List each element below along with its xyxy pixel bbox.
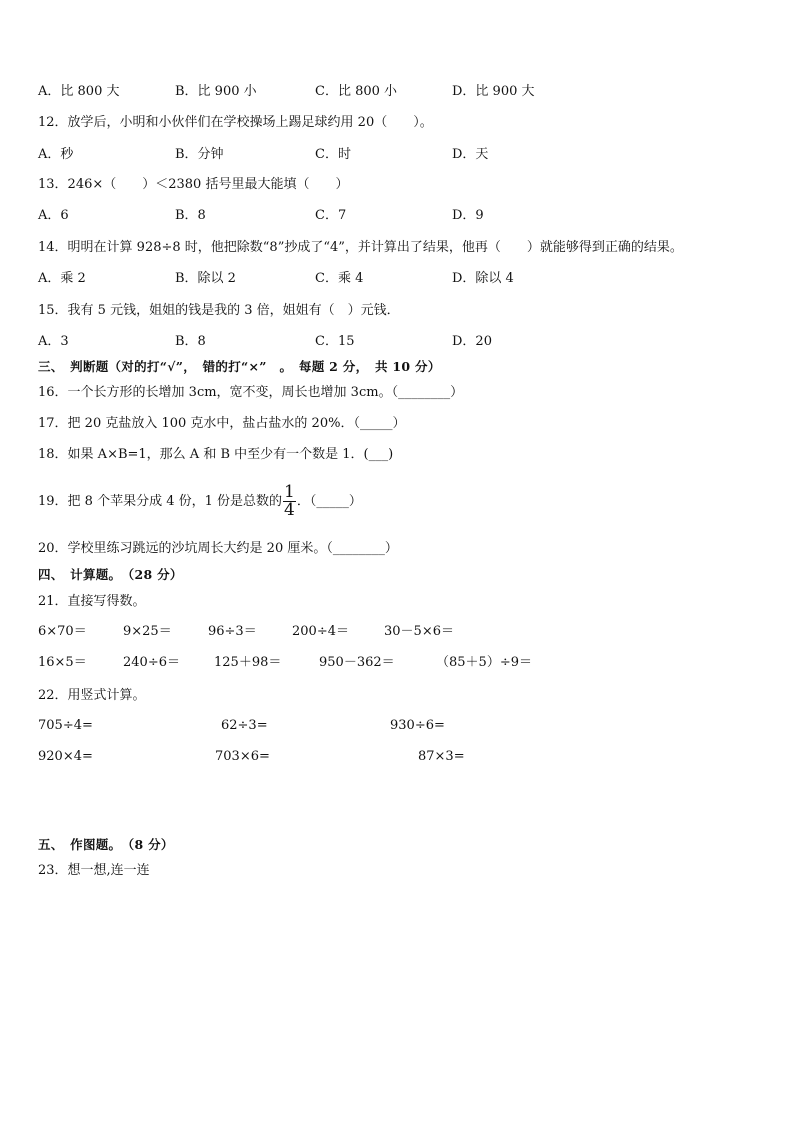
q14-options — [38, 270, 758, 288]
q14-option-a: A．乘 2 — [38, 271, 86, 286]
q18-text: 18．如果 A×B=1，那么 A 和 B 中至少有一个数是 1．(___) — [38, 447, 394, 462]
q22-item: 87×3= — [418, 749, 465, 764]
q15-options — [38, 333, 758, 351]
q14-option-d: D．除以 4 — [452, 271, 514, 286]
q22-item: 703×6= — [215, 749, 270, 764]
q12-option-a: A．秒 — [38, 147, 74, 162]
section-5-heading: 五、 作图题。 （8 分） — [38, 837, 174, 852]
q22-item: 62÷3= — [221, 718, 268, 733]
q17-text: 17．把 20 克盐放入 100 克水中，盐占盐水的 20%．（_____） — [38, 416, 406, 431]
q14-option-c: C．乘 4 — [315, 271, 364, 286]
q13-stem: 13．246×（ ）＜2380 括号里最大能填（ ） — [38, 177, 349, 192]
q23-stem: 23．想一想,连一连 — [38, 863, 150, 878]
q13-option-c: C．7 — [315, 208, 347, 223]
q14-stem: 14．明明在计算 928÷8 时，他把除数“8”抄成了“4”，并计算出了结果，他再（ ）就能够得到正确的结果。 — [38, 240, 683, 255]
q22-row-1 — [38, 717, 758, 735]
q21-item: 950－362＝ — [319, 655, 395, 670]
q15-option-a: A．3 — [38, 334, 69, 349]
q12-option-b: B．分钟 — [175, 147, 224, 162]
q21-item: 96÷3＝ — [208, 624, 257, 639]
q15-option-c: C．15 — [315, 334, 355, 349]
q21-row-1 — [38, 623, 758, 641]
q13-option-d: D．9 — [452, 208, 484, 223]
fraction-numerator: 1 — [284, 482, 295, 502]
q12-option-d: D．天 — [452, 147, 489, 162]
q21-item: 200÷4＝ — [292, 624, 349, 639]
q13-option-b: B．8 — [175, 208, 206, 223]
q20-text: 20．学校里练习跳远的沙坑周长大约是 20 厘米。（________） — [38, 541, 398, 556]
q15-option-d: D．20 — [452, 334, 492, 349]
q19-text — [38, 481, 362, 523]
q21-item: （85＋5）÷9＝ — [436, 655, 532, 670]
q12-stem: 12．放学后，小明和小伙伴们在学校操场上踢足球约用 20（ ）。 — [38, 115, 433, 130]
q12-options — [38, 146, 758, 164]
q15-stem: 15．我有 5 元钱，姐姐的钱是我的 3 倍，姐姐有（ ）元钱． — [38, 303, 400, 318]
q11-option-a: A．比 800 大 — [38, 84, 120, 99]
q22-row-2 — [38, 748, 758, 766]
q11-option-c: C．比 800 小 — [315, 84, 398, 99]
q19-after: ．（_____） — [296, 494, 362, 509]
q21-item: 16×5＝ — [38, 655, 87, 670]
fraction-one-quarter — [283, 484, 296, 519]
q22-stem: 22．用竖式计算。 — [38, 688, 146, 703]
q22-item: 930÷6= — [390, 718, 445, 733]
q21-item: 30－5×6＝ — [384, 624, 454, 639]
q22-item: 920×4= — [38, 749, 93, 764]
fraction-denominator: 4 — [284, 500, 295, 520]
q21-row-2 — [38, 654, 758, 672]
q21-item: 9×25＝ — [123, 624, 172, 639]
q21-item: 125＋98＝ — [214, 655, 282, 670]
q16-text: 16．一个长方形的长增加 3cm，宽不变，周长也增加 3cm。（________） — [38, 385, 464, 400]
q19-before: 19．把 8 个苹果分成 4 份，1 份是总数的 — [38, 494, 283, 509]
q22-item: 705÷4= — [38, 718, 93, 733]
q13-options — [38, 207, 758, 225]
q12-option-c: C．时 — [315, 147, 351, 162]
q21-stem: 21．直接写得数。 — [38, 594, 146, 609]
q21-item: 6×70＝ — [38, 624, 87, 639]
section-3-heading: 三、 判断题（对的打“√”， 错的打“×” 。 每题 2 分， 共 10 分） — [38, 359, 441, 374]
q11-option-d: D．比 900 大 — [452, 84, 535, 99]
q11-option-b: B．比 900 小 — [175, 84, 257, 99]
q21-item: 240÷6＝ — [123, 655, 180, 670]
q13-option-a: A．6 — [38, 208, 69, 223]
section-4-heading: 四、 计算题。 （28 分） — [38, 567, 183, 582]
q14-option-b: B．除以 2 — [175, 271, 236, 286]
q11-options — [38, 83, 758, 101]
q15-option-b: B．8 — [175, 334, 206, 349]
